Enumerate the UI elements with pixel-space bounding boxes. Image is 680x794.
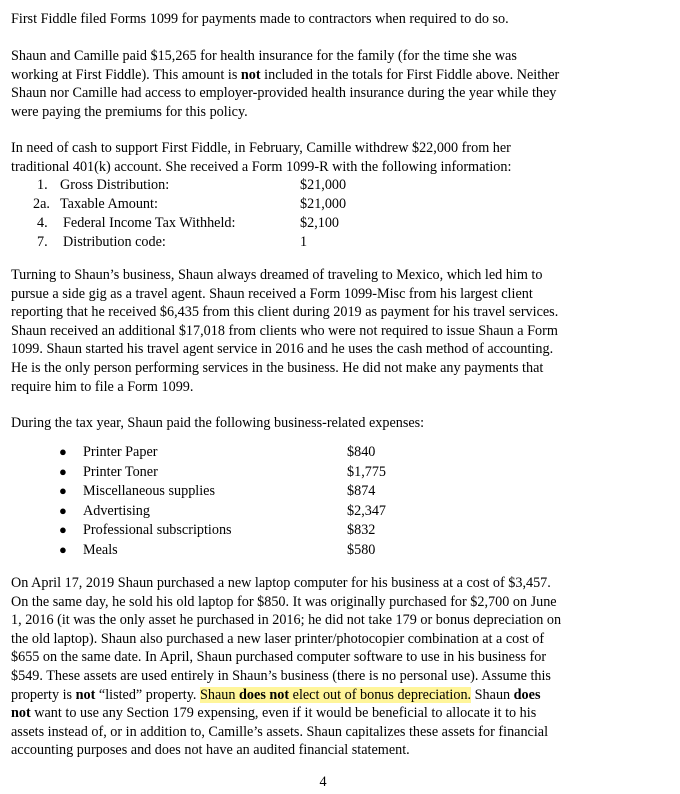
bullet-icon: ● [59, 522, 67, 537]
paragraph-travel-business: Turning to Shaun’s business, Shaun always dreamed of traveling to Mexico, which led him to pursue a side gig as a travel agent. Shaun received a Form 1099-Misc from his largest client reporting that he received $6,435 from this client during 2019 as payment for his travel services. Shaun received an additional $17,018 from clients who were not required to issue Shaun a Form 1099. Shaun started his travel agent service in 2016 and he uses the cash method of accounting. He is the only person performing services in the business. He did not make any payments that require him to file a Form 1099. [11, 267, 559, 395]
paragraph-expenses-intro: During the tax year, Shaun paid the following business-related expenses: [11, 415, 425, 431]
paragraph-401k-withdrawal: In need of cash to support First Fiddle, in February, Camille withdrew $22,000 from her traditional 401(k) account. She received a Form 1099-R with the following information: [11, 140, 512, 175]
paragraph-health-insurance: Shaun and Camille paid $15,265 for health insurance for the family (for the time she was working at First Fiddle). This amount is not included in the totals for First Fiddle above. Neither Shaun nor Camille had access to employer-provided health insurance during the year while they were paying the premiums for this policy. [11, 48, 560, 120]
paragraph-asset-purchases: On April 17, 2019 Shaun purchased a new laptop computer for his business at a cost of $3,457. On the same day, he sold his old laptop for $850. It was originally purchased for $2,700 on June 1, 2016 (it was the only asset he purchased in 2016; he did not take 179 or bonus depreciation on the old laptop). Shaun also purchased a new laser printer/photocopier combination at a cost of $655 on the same date. In April, Shaun purchased computer software to use in his business for $549. These assets are used entirely in Shaun’s business (there is no personal use). Assume this property is not “listed” property. Shaun does not elect out of bonus depreciation. Shaun does not want to use any Section 179 expensing, even if it would be beneficial to allocate it to his assets instead of, or in addition to, Camille’s assets. Shaun capitalizes these assets for financial accounting purposes and does not have an audited financial statement. [11, 575, 562, 759]
bullet-icon: ● [59, 444, 67, 459]
bullet-icon: ● [59, 483, 67, 498]
emphasis-not: not [75, 686, 96, 703]
page-number: 4 [319, 774, 327, 790]
bullet-icon: ● [59, 541, 67, 557]
expenses-list: ● Printer Paper $840 ● Printer Toner $1,775 ● Miscellaneous supplies $874 ● Advertising $2,347 ● Professional subscriptions $832 ● Meals $580 [59, 444, 387, 558]
bullet-icon: ● [59, 463, 67, 479]
emphasis-not: not [240, 66, 261, 83]
emphasis-not: not [11, 705, 31, 722]
emphasis-does: does [513, 686, 541, 703]
bullet-icon: ● [59, 502, 67, 518]
highlighted-text: Shaun does not elect out of bonus depreciation. [200, 686, 472, 703]
form-1099r-table: 1. Gross Distribution: $21,000 2a. Taxable Amount: $21,000 4. Federal Income Tax Withheld: $2,100 7. Distribution code: 1 [33, 177, 347, 250]
paragraph-1099-filing: First Fiddle filed Forms 1099 for payments made to contractors when required to do so. [11, 11, 509, 27]
